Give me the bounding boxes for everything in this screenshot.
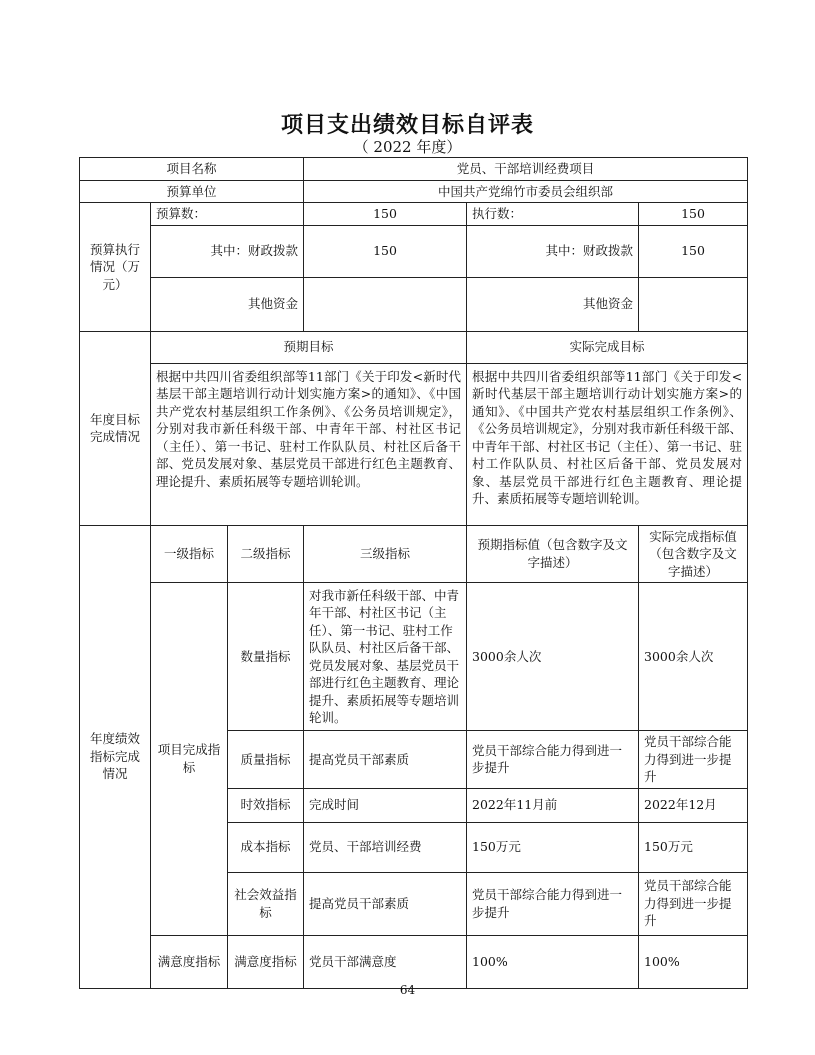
expected-value-cell: 150万元 <box>467 822 639 872</box>
self-evaluation-table <box>79 157 748 989</box>
table-row <box>80 935 748 988</box>
expected-value-cell: 2022年11月前 <box>467 788 639 822</box>
expected-value-cell: 党员干部综合能力得到进一步提升 <box>467 872 639 935</box>
satisfaction-level1-label: 满意度指标 <box>151 935 228 988</box>
level2-header: 二级指标 <box>228 525 304 583</box>
actual-value-cell: 2022年12月 <box>639 788 748 822</box>
table-row <box>80 583 748 731</box>
budget-unit-value: 中国共产党绵竹市委员会组织部 <box>304 180 748 203</box>
level3-cell: 党员干部满意度 <box>304 935 467 988</box>
actual-value-cell: 党员干部综合能力得到进一步提升 <box>639 731 748 789</box>
level2-cell: 社会效益指标 <box>228 872 304 935</box>
fiscal-budget-value: 150 <box>304 225 467 277</box>
project-completion-label: 项目完成指标 <box>151 583 228 936</box>
annual-target-section-label: 年度目标完成情况 <box>80 331 151 525</box>
expected-value-cell: 党员干部综合能力得到进一步提升 <box>467 731 639 789</box>
exec-amount-value: 150 <box>639 203 748 226</box>
actual-value-cell: 100% <box>639 935 748 988</box>
other-funds-label: 其他资金 <box>151 277 304 331</box>
budget-section-label: 预算执行情况（万元） <box>80 203 151 332</box>
document-title: 项目支出绩效目标自评表 <box>280 113 534 138</box>
actual-target-text: 根据中共四川省委组织部等11部门《关于印发<新时代基层干部主题培训行动计划实施方案>的通知》、《中国共产党农村基层组织工作条例》、《公务员培训规定》，分别对我市新任科级干部、中青年干部、村社区书记（主任）、第一书记、驻村工作队队员、村社区后备干部、党员发展对象、基层党员干部进行红色主题教育、理论提升、素质拓展等专题培训轮训。 <box>467 363 748 525</box>
level3-cell: 提高党员干部素质 <box>304 731 467 789</box>
page-number: 64 <box>399 983 416 997</box>
fiscal-exec-label: 其中：财政拨款 <box>467 225 639 277</box>
level3-cell: 提高党员干部素质 <box>304 872 467 935</box>
project-name-label: 项目名称 <box>80 158 304 181</box>
expected-target-header: 预期目标 <box>151 331 467 363</box>
year-line: （ 2022 年度） <box>353 138 462 156</box>
level2-cell: 数量指标 <box>228 583 304 731</box>
level3-cell: 党员、干部培训经费 <box>304 822 467 872</box>
level2-cell: 时效指标 <box>228 788 304 822</box>
actual-value-header: 实际完成指标值（包含数字及文字描述） <box>639 525 748 583</box>
level3-cell: 完成时间 <box>304 788 467 822</box>
actual-value-cell: 党员干部综合能力得到进一步提升 <box>639 872 748 935</box>
expected-value-header: 预期指标值（包含数字及文字描述） <box>467 525 639 583</box>
exec-amount-label: 执行数： <box>467 203 639 226</box>
budget-amount-value: 150 <box>304 203 467 226</box>
expected-value-cell: 100% <box>467 935 639 988</box>
other-funds-exec <box>639 277 748 331</box>
other-funds-exec-label: 其他资金 <box>467 277 639 331</box>
fiscal-label: 其中：财政拨款 <box>151 225 304 277</box>
project-name-value: 党员、干部培训经费项目 <box>304 158 748 181</box>
fiscal-exec-value: 150 <box>639 225 748 277</box>
actual-target-header: 实际完成目标 <box>467 331 748 363</box>
level1-header: 一级指标 <box>151 525 228 583</box>
expected-target-text: 根据中共四川省委组织部等11部门《关于印发<新时代基层干部主题培训行动计划实施方案>的通知》、《中国共产党农村基层组织工作条例》、《公务员培训规定》，分别对我市新任科级干部、中青年干部、村社区书记（主任）、第一书记、驻村工作队队员、村社区后备干部、党员发展对象、基层党员干部进行红色主题教育、理论提升、素质拓展等专题培训轮训。 <box>151 363 467 525</box>
actual-value-cell: 150万元 <box>639 822 748 872</box>
level2-cell: 满意度指标 <box>228 935 304 988</box>
level2-cell: 质量指标 <box>228 731 304 789</box>
level3-cell: 对我市新任科级干部、中青年干部、村社区书记（主任）、第一书记、驻村工作队队员、村社区后备干部、党员发展对象、基层党员干部进行红色主题教育、理论提升、素质拓展等专题培训轮训。 <box>304 583 467 731</box>
actual-value-cell: 3000余人次 <box>639 583 748 731</box>
budget-amount-label: 预算数： <box>151 203 304 226</box>
budget-unit-label: 预算单位 <box>80 180 304 203</box>
indicators-section-label: 年度绩效指标完成情况 <box>80 525 151 988</box>
level3-header: 三级指标 <box>304 525 467 583</box>
other-funds-budget <box>304 277 467 331</box>
expected-value-cell: 3000余人次 <box>467 583 639 731</box>
level2-cell: 成本指标 <box>228 822 304 872</box>
